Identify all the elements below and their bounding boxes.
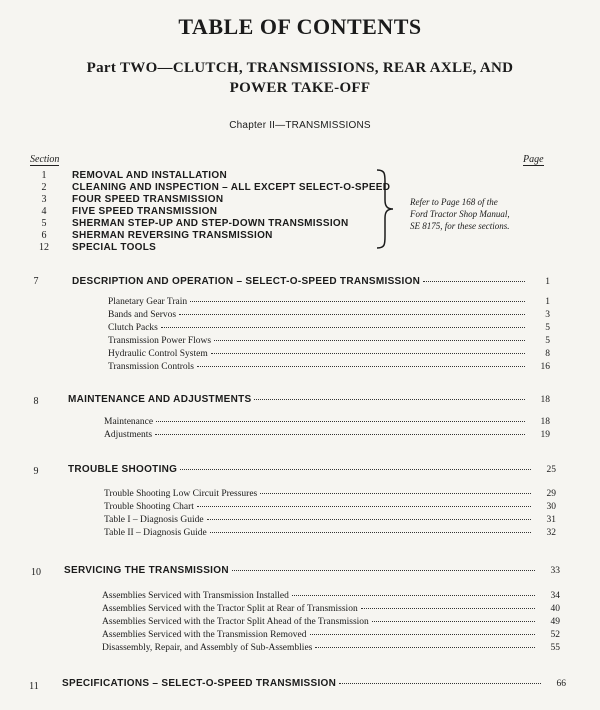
dot-leader — [315, 647, 535, 648]
dot-leader — [180, 469, 531, 470]
dot-leader — [423, 281, 525, 282]
page-number: 52 — [550, 630, 560, 640]
section-title: SPECIAL TOOLS — [72, 242, 157, 253]
subsection-entry[interactable] — [102, 642, 560, 654]
section-number: 7 — [33, 276, 39, 287]
section-entry[interactable] — [68, 464, 556, 476]
section-title: REMOVAL AND INSTALLATION — [72, 170, 227, 181]
page-column-header: Page — [523, 154, 544, 165]
dot-leader — [156, 421, 525, 422]
subsection-title: Maintenance — [104, 417, 154, 427]
curly-brace-icon — [373, 168, 397, 250]
part-heading-line2: POWER TAKE-OFF — [229, 80, 371, 96]
dot-leader — [179, 314, 525, 315]
page-number: 18 — [540, 417, 550, 427]
subsection-entry[interactable] — [104, 488, 556, 500]
subsection-title: Assemblies Serviced with the Tractor Split Ahead of the Transmission — [102, 617, 369, 627]
page-number: 1 — [545, 297, 550, 307]
subsection-title: Trouble Shooting Low Circuit Pressures — [104, 489, 258, 499]
subsection-entry[interactable] — [104, 416, 550, 428]
subsection-entry[interactable] — [102, 590, 560, 602]
dot-leader — [161, 327, 525, 328]
page-number: 16 — [540, 362, 550, 372]
section-entry[interactable] — [68, 394, 550, 406]
dot-leader — [210, 532, 531, 533]
page-number: 18 — [540, 395, 550, 405]
dot-leader — [339, 683, 541, 684]
subsection-title: Assemblies Serviced with the Transmission Removed — [102, 630, 307, 640]
section-title: SHERMAN STEP-UP AND STEP-DOWN TRANSMISSION — [72, 218, 349, 229]
section-number: 5 — [41, 218, 47, 229]
subsection-title: Transmission Controls — [108, 362, 194, 372]
dot-leader — [207, 519, 531, 520]
subsection-entry[interactable] — [104, 514, 556, 526]
section-number: 6 — [41, 230, 47, 241]
section-entry[interactable] — [72, 276, 550, 288]
subsection-title: Table II – Diagnosis Guide — [104, 528, 207, 538]
part-heading-line1: Part TWO—CLUTCH, TRANSMISSIONS, REAR AXLE, AND — [86, 60, 514, 76]
subsection-entry[interactable] — [108, 322, 550, 334]
page-number: 29 — [546, 489, 556, 499]
page-number: 1 — [545, 277, 550, 287]
section-number: 9 — [33, 466, 39, 477]
dot-leader — [197, 506, 531, 507]
page-number: 31 — [546, 515, 556, 525]
subsection-entry[interactable] — [108, 296, 550, 308]
page-number: 8 — [545, 349, 550, 359]
subsection-title: Assemblies Serviced with Transmission Installed — [102, 591, 289, 601]
dot-leader — [232, 570, 535, 571]
section-entry[interactable] — [62, 678, 566, 690]
section-title: FOUR SPEED TRANSMISSION — [72, 194, 224, 205]
section-title: MAINTENANCE AND ADJUSTMENTS — [68, 394, 252, 405]
dot-leader — [260, 493, 531, 494]
page-number: 32 — [546, 528, 556, 538]
section-entry[interactable] — [64, 565, 560, 577]
subsection-entry[interactable] — [102, 616, 560, 628]
refer-note: Refer to Page 168 of the Ford Tractor Shop Manual, SE 8175, for these sections. — [410, 197, 510, 231]
subsection-entry[interactable] — [108, 348, 550, 360]
page-title: TABLE OF CONTENTS — [178, 14, 422, 39]
dot-leader — [197, 366, 525, 367]
section-column-header: Section — [30, 154, 60, 165]
section-title: DESCRIPTION AND OPERATION – SELECT-O-SPEED TRANSMISSION — [72, 276, 421, 287]
section-number: 12 — [39, 242, 49, 253]
dot-leader — [155, 434, 525, 435]
dot-leader — [372, 621, 535, 622]
page-number: 30 — [546, 502, 556, 512]
dot-leader — [214, 340, 525, 341]
page-number: 40 — [550, 604, 560, 614]
dot-leader — [361, 608, 535, 609]
chapter-heading: Chapter II—TRANSMISSIONS — [229, 120, 371, 131]
subsection-title: Clutch Packs — [108, 323, 158, 333]
page-number: 49 — [550, 617, 560, 627]
subsection-title: Transmission Power Flows — [108, 336, 212, 346]
subsection-title: Hydraulic Control System — [108, 349, 208, 359]
subsection-entry[interactable] — [108, 361, 550, 373]
section-number: 10 — [31, 567, 41, 578]
section-number: 4 — [41, 206, 47, 217]
section-number: 3 — [41, 194, 47, 205]
dot-leader — [254, 399, 525, 400]
subsection-entry[interactable] — [108, 309, 550, 321]
subsection-entry[interactable] — [104, 527, 556, 539]
section-title: SERVICING THE TRANSMISSION — [64, 565, 229, 576]
page-number: 33 — [550, 566, 560, 576]
page-number: 19 — [540, 430, 550, 440]
subsection-title: Trouble Shooting Chart — [104, 502, 194, 512]
section-number: 8 — [33, 396, 39, 407]
page-number: 3 — [545, 310, 550, 320]
subsection-entry[interactable] — [104, 501, 556, 513]
subsection-title: Disassembly, Repair, and Assembly of Sub-Assemblies — [102, 643, 313, 653]
section-number: 1 — [41, 170, 47, 181]
page-number: 5 — [545, 336, 550, 346]
subsection-entry[interactable] — [108, 335, 550, 347]
dot-leader — [292, 595, 535, 596]
section-number: 11 — [29, 681, 39, 692]
section-title: SHERMAN REVERSING TRANSMISSION — [72, 230, 273, 241]
dot-leader — [190, 301, 525, 302]
section-number: 2 — [41, 182, 47, 193]
section-title: CLEANING AND INSPECTION – ALL EXCEPT SELECT-O-SPEED — [72, 182, 391, 193]
page-number: 55 — [550, 643, 560, 653]
subsection-title: Planetary Gear Train — [108, 297, 188, 307]
dot-leader — [211, 353, 525, 354]
subsection-title: Adjustments — [104, 430, 153, 440]
section-title: TROUBLE SHOOTING — [68, 464, 178, 475]
page-number: 66 — [556, 679, 566, 689]
page-number: 25 — [546, 465, 556, 475]
subsection-title: Table I – Diagnosis Guide — [104, 515, 204, 525]
page-number: 34 — [550, 591, 560, 601]
section-title: FIVE SPEED TRANSMISSION — [72, 206, 218, 217]
subsection-entry[interactable] — [102, 629, 560, 641]
subsection-title: Bands and Servos — [108, 310, 177, 320]
subsection-entry[interactable] — [102, 603, 560, 615]
section-title: SPECIFICATIONS – SELECT-O-SPEED TRANSMISSION — [62, 678, 337, 689]
subsection-entry[interactable] — [104, 429, 550, 441]
subsection-title: Assemblies Serviced with the Tractor Split at Rear of Transmission — [102, 604, 358, 614]
page-number: 5 — [545, 323, 550, 333]
dot-leader — [310, 634, 535, 635]
